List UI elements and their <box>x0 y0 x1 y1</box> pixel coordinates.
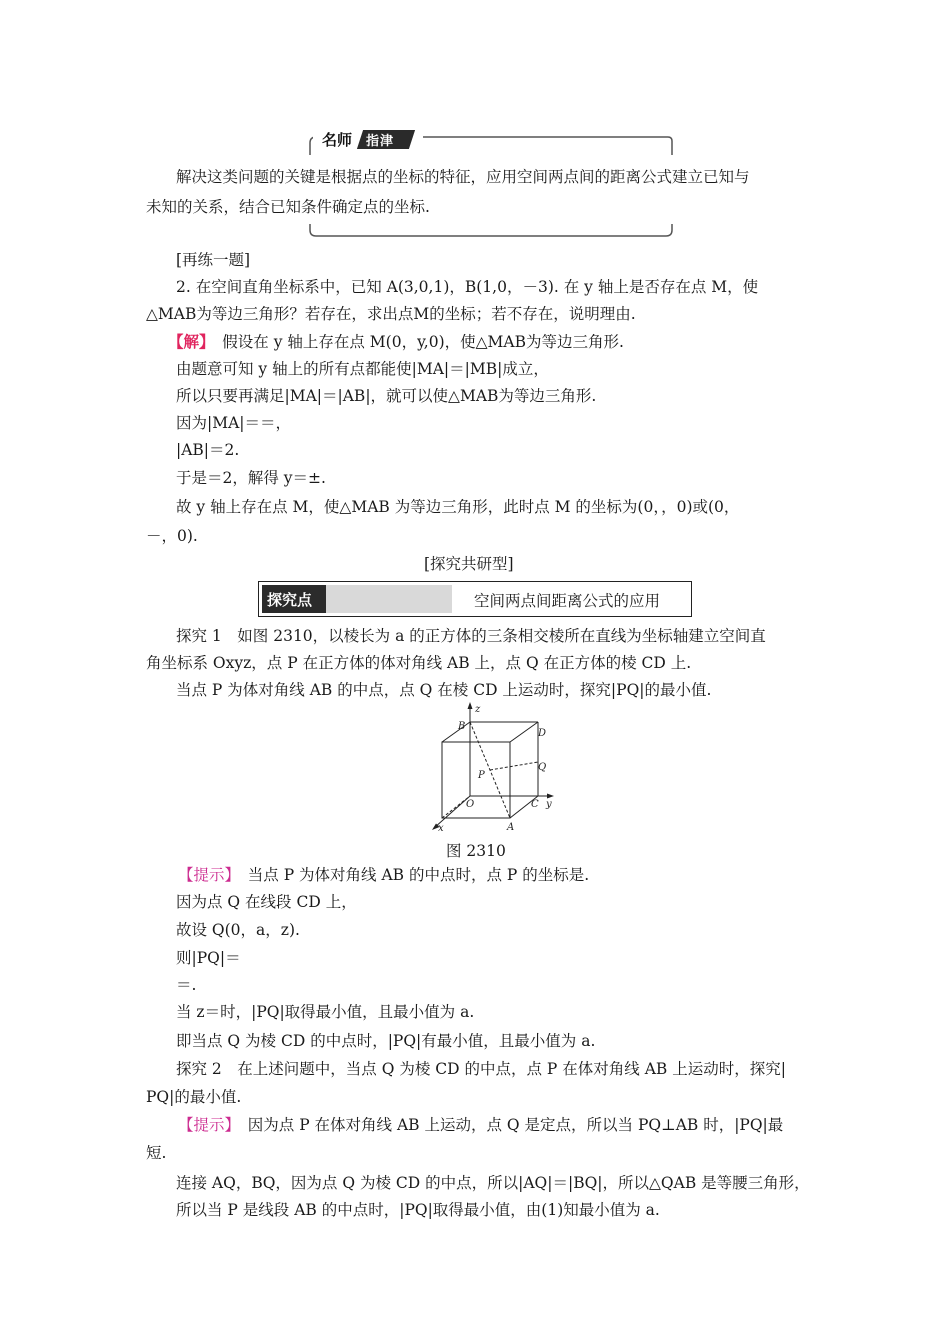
label-z: z <box>475 704 481 715</box>
hint1-line-1: 因为点 Q 在线段 CD 上， <box>176 893 357 911</box>
explore2-line-1: 探究 2 在上述问题中，当点 Q 为棱 CD 的中点，点 P 在体对角线 AB 上运动时，探究| <box>176 1060 786 1078</box>
hint-tag-1: 【提示】 <box>178 866 233 884</box>
practice-problem-line-1: 2. 在空间直角坐标系中，已知 A(3,0,1)，B(1,0，－3). 在 y 轴上是否存在点 M，使 <box>176 278 759 296</box>
tip-box-bottom-border <box>308 222 674 238</box>
explore1-line-3: 当点 P 为体对角线 AB 的中点，点 Q 在棱 CD 上运动时，探究|PQ|的最小值. <box>176 681 712 699</box>
hint1-line-3: 则|PQ|＝ <box>176 949 241 967</box>
hint2-first-text: 因为点 P 在体对角线 AB 上运动，点 Q 是定点，所以当 PQ⊥AB 时，|PQ|最 <box>232 1116 784 1134</box>
solution-line-4: |AB|＝2. <box>176 441 240 459</box>
hint2-line-3: 所以当 P 是线段 AB 的中点时，|PQ|取得最小值，由(1)知最小值为 a. <box>176 1201 660 1219</box>
label-q: Q <box>538 762 547 773</box>
practice-problem-line-2: △MAB为等边三角形？若存在，求出点M的坐标；若不存在，说明理由. <box>146 305 636 323</box>
hint1-line-2: 故设 Q(0，a，z). <box>176 921 300 939</box>
tip-badge-left: 名师 <box>322 131 353 149</box>
label-b: B <box>458 721 466 732</box>
solution-first-text: 假设在 y 轴上存在点 M(0，y,0)，使△MAB为等边三角形. <box>206 333 624 351</box>
hint1-line-4: ＝. <box>176 976 197 994</box>
solution-line-3: 因为|MA|＝＝， <box>176 414 292 432</box>
explore1-line-1: 探究 1 如图 2310，以棱长为 a 的正方体的三条相交棱所在直线为坐标轴建立空间直 <box>176 627 766 645</box>
explore1-hint-first <box>178 864 589 886</box>
solution-line-6: 故 y 轴上存在点 M，使△MAB 为等边三角形，此时点 M 的坐标为(0，，0)或(0， <box>176 498 740 516</box>
topic-title: 空间两点间距离公式的应用 <box>474 592 661 610</box>
solution-line-5: 于是＝2，解得 y＝±. <box>176 469 326 487</box>
hint2-line-2: 连接 AQ，BQ，因为点 Q 为棱 CD 的中点，所以|AQ|＝|BQ|，所以△QAB 是等腰三角形， <box>176 1174 810 1192</box>
explore1-line-2: 角坐标系 Oxyz，点 P 在正方体的体对角线 AB 上，点 Q 在正方体的棱 CD 上. <box>146 654 692 672</box>
label-p: P <box>478 770 485 781</box>
topic-label: 探究点 <box>267 591 313 609</box>
solution-tag: 【解】 <box>168 332 207 351</box>
label-c: C <box>531 799 539 810</box>
label-x: x <box>438 823 444 834</box>
tip-line-2: 未知的关系，结合已知条件确定点的坐标. <box>146 198 430 216</box>
hint-tag-2: 【提示】 <box>178 1116 233 1134</box>
label-o: O <box>466 799 475 810</box>
hint1-first-text: 当点 P 为体对角线 AB 的中点时，点 P 的坐标是. <box>232 866 590 884</box>
cube-figure <box>418 700 558 838</box>
solution-line-7: －，0). <box>146 527 198 545</box>
section-heading: [探究共研型] <box>424 555 514 573</box>
practice-solution-first <box>168 331 624 353</box>
explore2-line-2: PQ|的最小值. <box>146 1088 242 1106</box>
hint2-line-1: 短. <box>146 1144 167 1162</box>
label-a: A <box>507 822 515 833</box>
figure-caption: 图 2310 <box>446 842 506 860</box>
explore2-hint-first <box>178 1114 783 1136</box>
practice-heading: [再练一题] <box>176 251 251 269</box>
tip-line-1: 解决这类问题的关键是根据点的坐标的特征，应用空间两点间的距离公式建立已知与 <box>176 168 750 186</box>
solution-line-2: 所以只要再满足|MA|＝|AB|，就可以使△MAB为等边三角形. <box>176 387 597 405</box>
tip-badge-right: 指津 <box>366 134 395 149</box>
solution-line-1: 由题意可知 y 轴上的所有点都能使|MA|＝|MB|成立， <box>176 360 549 378</box>
label-d: D <box>538 728 547 739</box>
hint1-line-5: 当 z＝时，|PQ|取得最小值，且最小值为 a. <box>176 1003 475 1021</box>
label-y: y <box>546 799 552 810</box>
hint1-line-6: 即当点 Q 为棱 CD 的中点时，|PQ|有最小值，且最小值为 a. <box>176 1032 596 1050</box>
